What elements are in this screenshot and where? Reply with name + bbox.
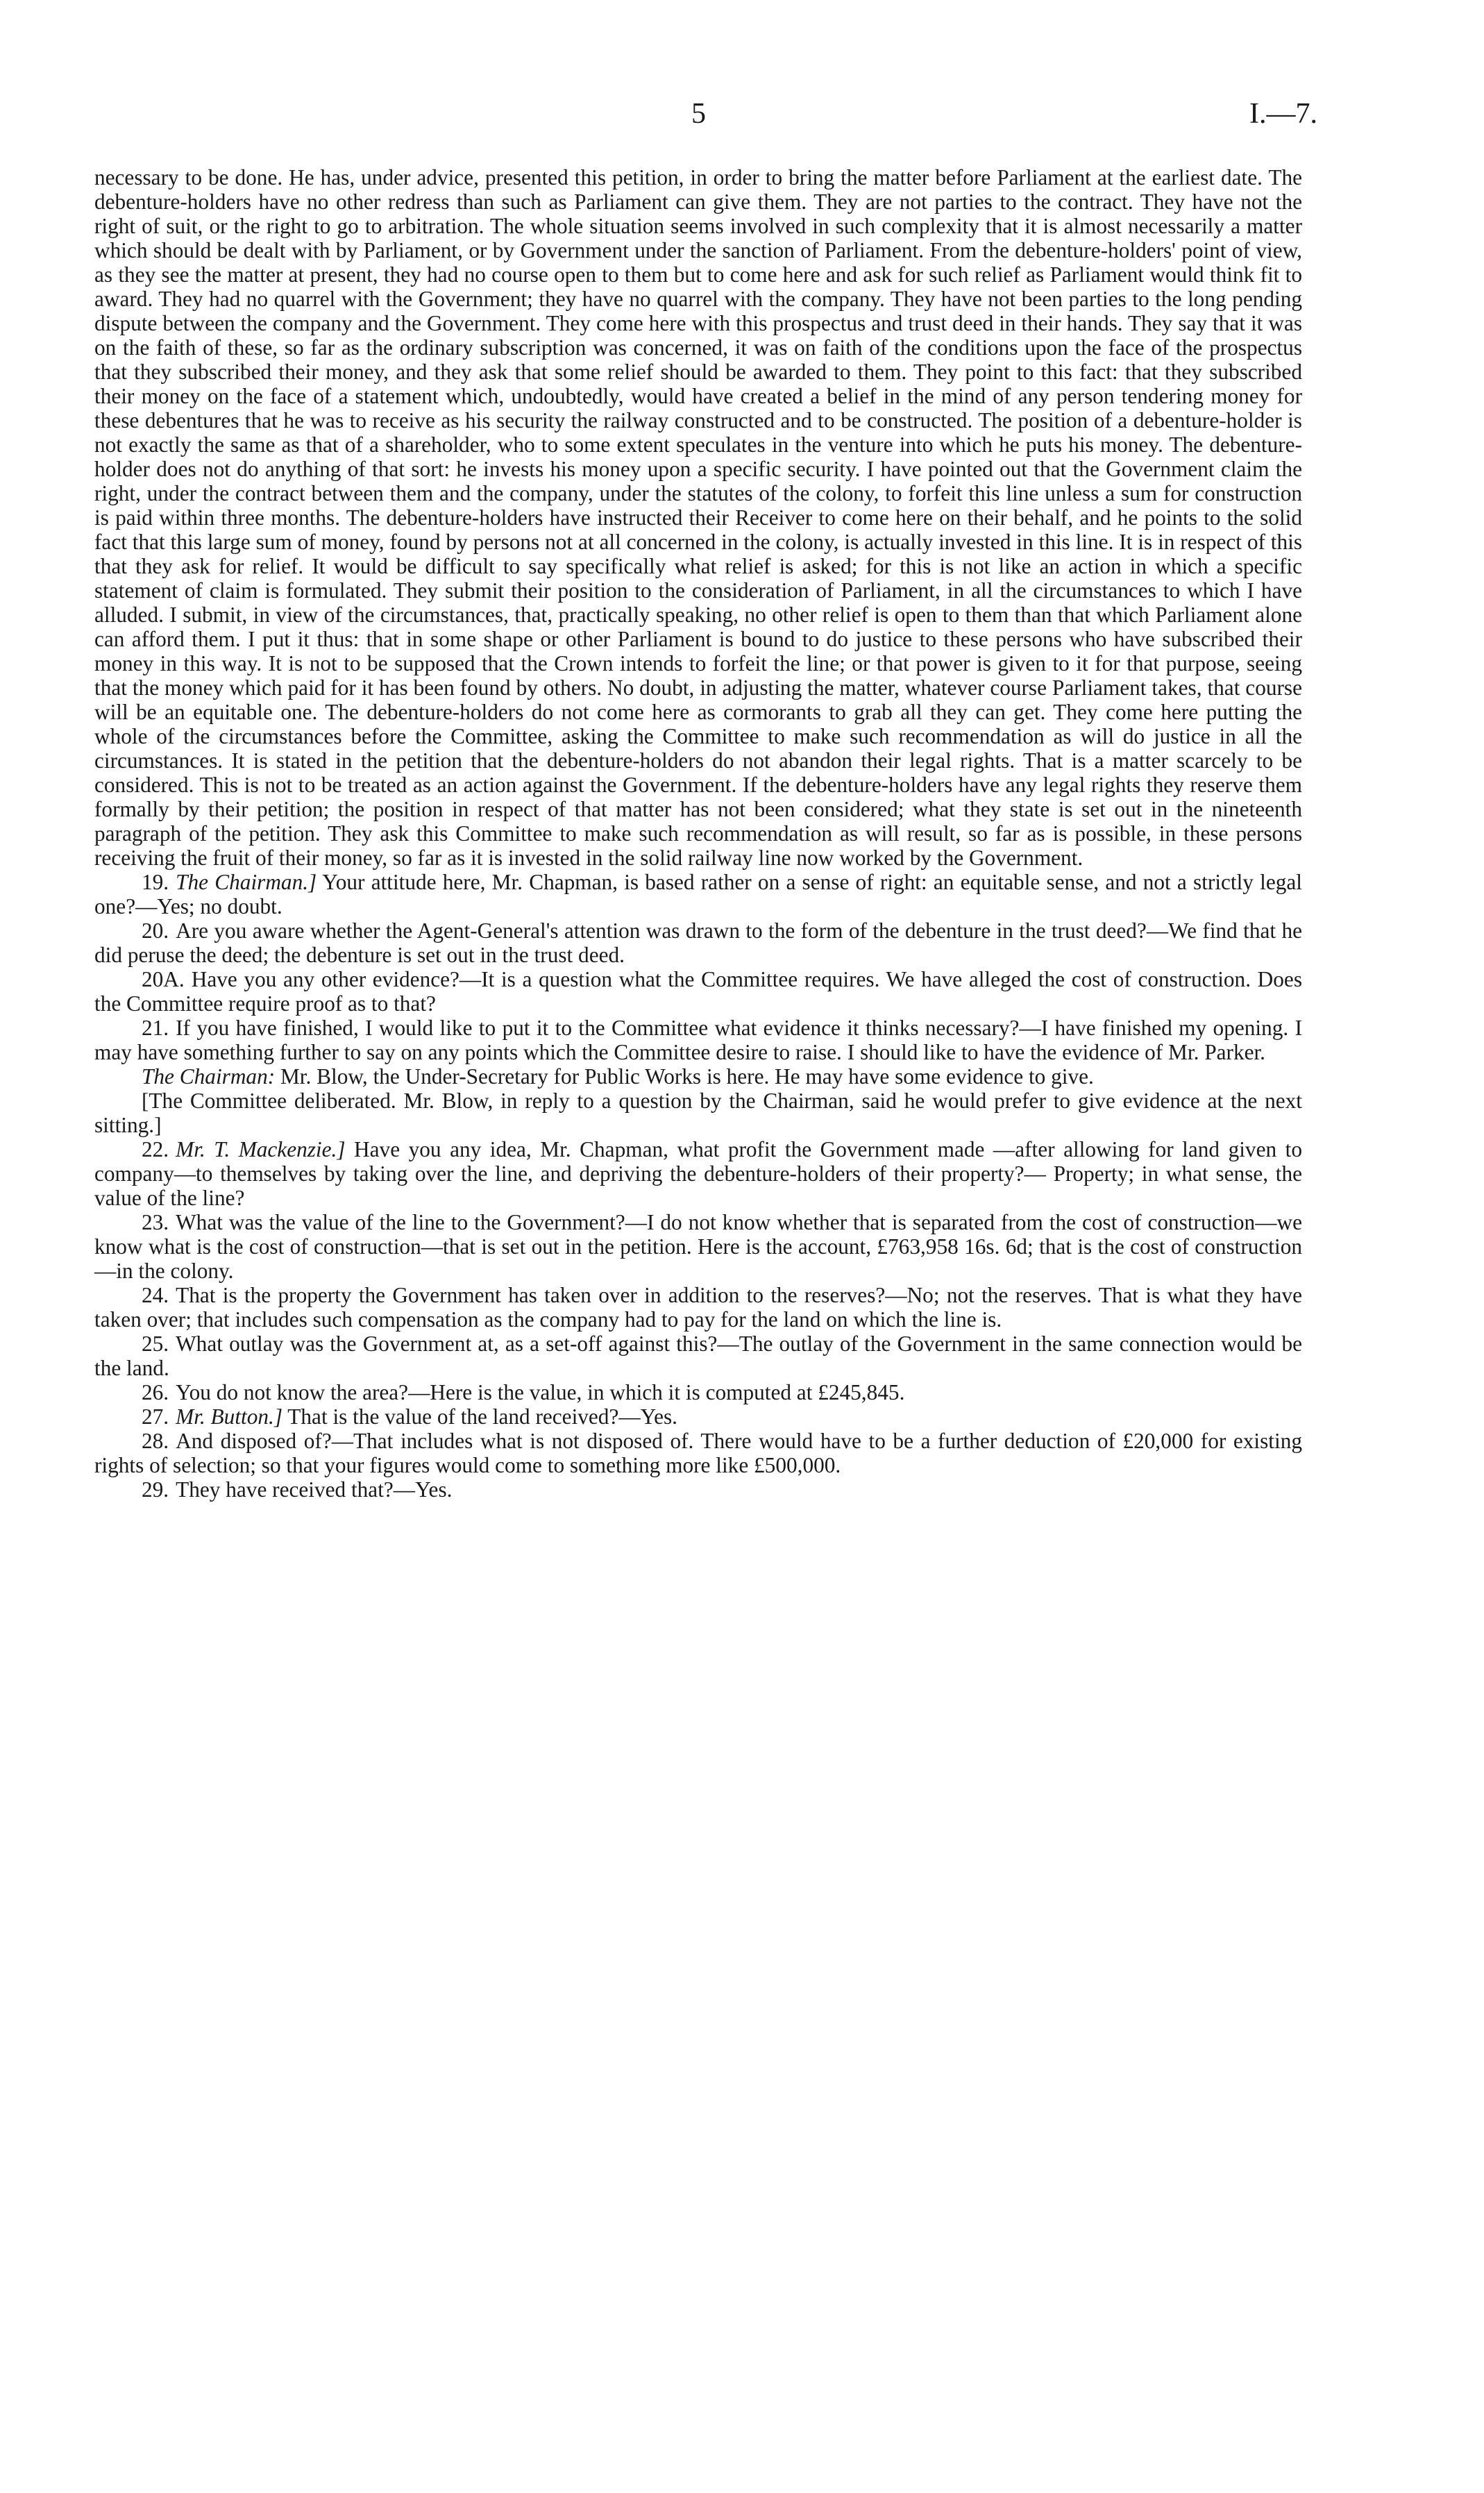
paragraph	[94, 1477, 1302, 1502]
paragraph	[94, 1332, 1302, 1380]
paragraph-text: That is the property the Government has taken over in addition to the reserves?—No; not the reserves. That is what they have taken over; that includes such compensation as the company had to pay for the land on which the line is.	[94, 1283, 1302, 1332]
question-number: 26.	[142, 1380, 169, 1404]
paragraph-text: What was the value of the line to the Government?—I do not know whether that is separated from the cost of construction—we know what is the cost of construction—that is set out in the petition. Here is the account, £763,958 16s. 6d; that is the cost of construction—in the colony.	[94, 1210, 1302, 1283]
paragraph-text: Your attitude here, Mr. Chapman, is based rather on a sense of right: an equitable sense, and not a strictly legal one?—Yes; no doubt.	[94, 870, 1302, 918]
question-number: 27.	[142, 1404, 169, 1429]
page-number: 5	[691, 98, 706, 130]
paragraph	[94, 1016, 1302, 1064]
paragraph-text: That is the value of the land received?—Yes.	[287, 1404, 678, 1429]
question-number: 23.	[142, 1210, 169, 1234]
paragraph	[94, 1137, 1302, 1210]
question-number: 25.	[142, 1332, 169, 1356]
speaker-name: Mr. Button.]	[176, 1404, 283, 1429]
document-reference: I.—7.	[1249, 98, 1317, 130]
paragraph	[94, 1210, 1302, 1283]
paragraph-text: [The Committee deliberated. Mr. Blow, in reply to a question by the Chairman, said he would prefer to give evidence at the next sitting.]	[94, 1089, 1302, 1137]
paragraph	[94, 1380, 1302, 1404]
paragraph	[94, 165, 1302, 870]
body-text	[94, 165, 1302, 1502]
paragraph-text: They have received that?—Yes.	[176, 1477, 453, 1502]
paragraph	[94, 1089, 1302, 1137]
question-number: 20A.	[142, 967, 185, 991]
question-number: 21.	[142, 1016, 169, 1040]
speaker-name: Mr. T. Mackenzie.]	[176, 1137, 346, 1161]
question-number: 28.	[142, 1429, 169, 1453]
page-header	[0, 97, 1484, 139]
paragraph-text: necessary to be done. He has, under advice, presented this petition, in order to bring the matter before Parliament at the earliest date. The debenture-holders have no other redress than such as Parliament can give them. They are not parties to the contract. They have not the right of suit, or the right to go to arbitration. The whole situation seems involved in such complexity that it is almost necessarily a matter which should be dealt with by Parliament, or by Government under the sanction of Parliament. From the debenture-holders' point of view, as they see the matter at present, they had no course open to them but to come here and ask for such relief as Parliament would think fit to award. They had no quarrel with the Government; they have no quarrel with the company. They have not been parties to the long pending dispute between the company and the Government. They come here with this prospectus and trust deed in their hands. They say that it was on the faith of these, so far as the ordinary subscription was concerned, it was on faith of the conditions upon the face of the prospectus that they subscribed their money, and they ask that some relief should be awarded to them. They point to this fact: that they subscribed their money on the face of a statement which, undoubtedly, would have created a belief in the mind of any person tendering money for these debentures that he was to receive as his security the railway constructed and to be constructed. The position of a debenture-holder is not exactly the same as that of a shareholder, who to some extent speculates in the venture into which he puts his money. The debenture-holder does not do anything of that sort: he invests his money upon a specific security. I have pointed out that the Government claim the right, under the contract between them and the company, under the statutes of the colony, to forfeit this line unless a sum for construction is paid within three months. The debenture-holders have instructed their Receiver to come here on their behalf, and he points to the solid fact that this large sum of money, found by persons not at all concerned in the colony, is actually invested in this line. It is in respect of this that they ask for relief. It would be difficult to say specifically what relief is asked; for this is not like an action in which a specific statement of claim is formulated. They submit their position to the consideration of Parliament, in all the circumstances to which I have alluded. I submit, in view of the circumstances, that, practically speaking, no other relief is open to them than that which Parliament alone can afford them. I put it thus: that in some shape or other Parliament is bound to do justice to these persons who have subscribed their money in this way. It is not to be supposed that the Crown intends to forfeit the line; or that power is given to it for that purpose, seeing that the money which paid for it has been found by others. No doubt, in adjusting the matter, whatever course Parliament takes, that course will be an equitable one. The debenture-holders do not come here as cormorants to grab all they can get. They come here putting the whole of the circumstances before the Committee, asking the Committee to make such recommendation as will do justice in all the circumstances. It is stated in the petition that the debenture-holders do not abandon their legal rights. That is a matter scarcely to be considered. This is not to be treated as an action against the Government. If the debenture-holders have any legal rights they reserve them formally by their petition; the position in respect of that matter has not been considered; what they state is set out in the nineteenth paragraph of the petition. They ask this Committee to make such recommendation as will result, so far as is possible, in these persons receiving the fruit of their money, so far as it is invested in the solid railway line now worked by the Government.	[94, 165, 1302, 870]
paragraph-text: Have you any idea, Mr. Chapman, what profit the Government made —after allowing for land given to company—to themselves by taking over the line, and depriving the debenture-holders of their property?— Property; in what sense, the value of the line?	[94, 1137, 1302, 1210]
paragraph	[94, 967, 1302, 1016]
paragraph-text: And disposed of?—That includes what is not disposed of. There would have to be a further deduction of £20,000 for existing rights of selection; so that your figures would come to something more like £500,000.	[94, 1429, 1302, 1477]
question-number: 19.	[142, 870, 169, 894]
paragraph-text: If you have finished, I would like to put it to the Committee what evidence it thinks necessary?—I have finished my opening. I may have something further to say on any points which the Committee desire to raise. I should like to have the evidence of Mr. Parker.	[94, 1016, 1302, 1064]
paragraph	[94, 1429, 1302, 1477]
paragraph	[94, 1283, 1302, 1332]
paragraph	[94, 870, 1302, 918]
paragraph-text: Have you any other evidence?—It is a question what the Committee requires. We have alleged the cost of construction. Does the Committee require proof as to that?	[94, 967, 1302, 1016]
paragraph-text: What outlay was the Government at, as a set-off against this?—The outlay of the Government in the same connection would be the land.	[94, 1332, 1302, 1380]
paragraph-text: You do not know the area?—Here is the value, in which it is computed at £245,845.	[176, 1380, 905, 1404]
question-number: 24.	[142, 1283, 169, 1307]
paragraph	[94, 1404, 1302, 1429]
paragraph-text: Mr. Blow, the Under-Secretary for Public Works is here. He may have some evidence to give.	[280, 1064, 1094, 1089]
speaker-name: The Chairman:	[142, 1064, 276, 1089]
question-number: 22.	[142, 1137, 169, 1161]
paragraph	[94, 918, 1302, 967]
speaker-name: The Chairman.]	[176, 870, 317, 894]
paragraph	[94, 1064, 1302, 1089]
question-number: 20.	[142, 918, 169, 943]
question-number: 29.	[142, 1477, 169, 1502]
paragraph-text: Are you aware whether the Agent-General's attention was drawn to the form of the debenture in the trust deed?—We find that he did peruse the deed; the debenture is set out in the trust deed.	[94, 918, 1302, 967]
